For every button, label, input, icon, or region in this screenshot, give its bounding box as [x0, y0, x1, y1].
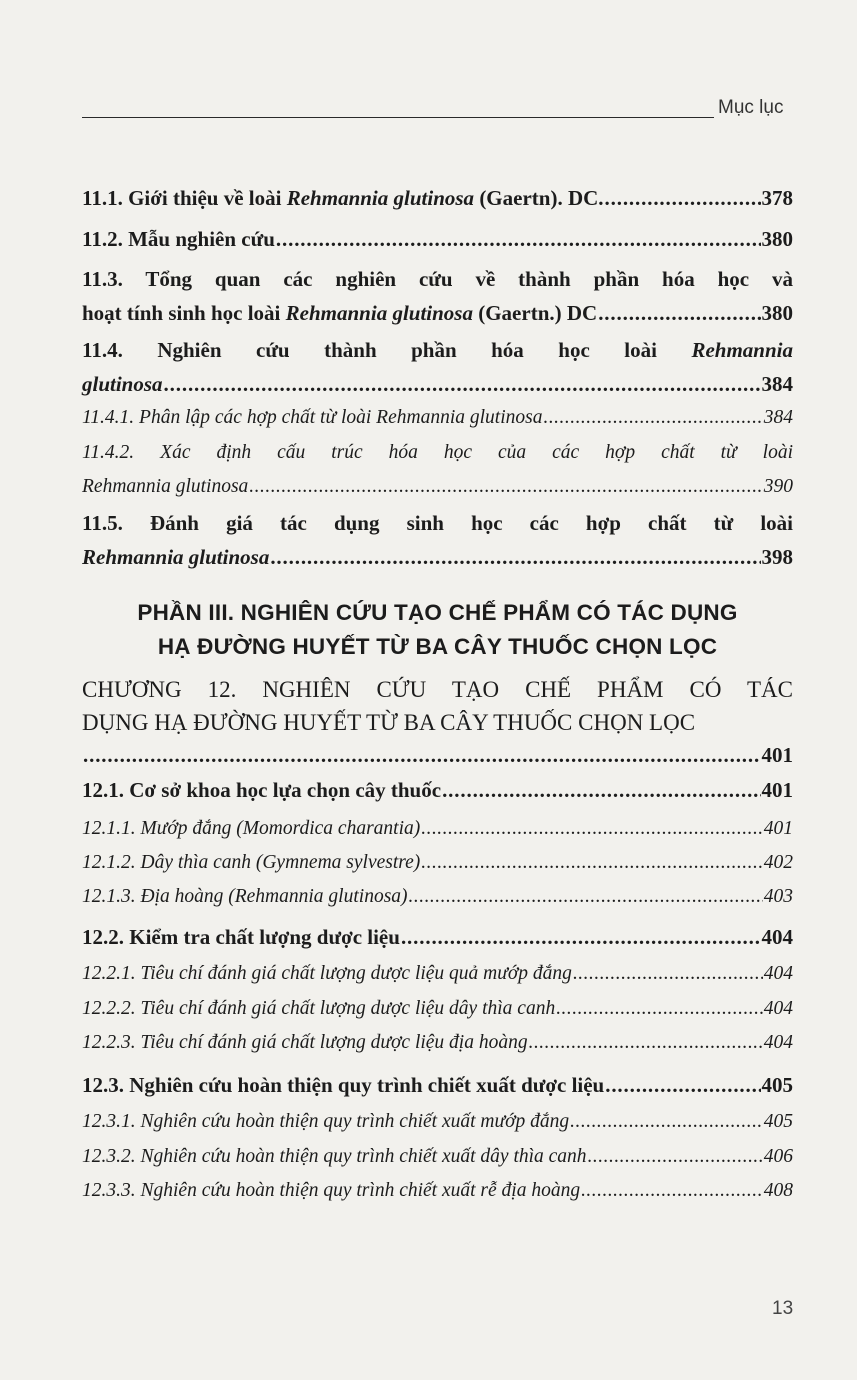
toc-page-number: 408 — [763, 1180, 793, 1201]
toc-text: 12.1.1. Mướp đắng (Momordica charantia) — [82, 818, 421, 839]
toc-text: 12.2.1. Tiêu chí đánh giá chất lượng dược liệu quả mướp đắng — [82, 963, 572, 984]
leader-dots — [573, 957, 763, 991]
toc-page-number: 380 — [761, 301, 793, 325]
leader-dots — [83, 739, 761, 772]
toc-entry-11-4-2[interactable] — [82, 436, 793, 504]
toc-entry-11-4-1[interactable] — [82, 401, 793, 435]
toc-text-tail: (Gaertn.) DC — [472, 301, 598, 325]
toc-entry-11-1[interactable] — [82, 181, 793, 215]
toc-text: 12.2. Kiểm tra chất lượng dược liệu — [82, 925, 400, 949]
toc-text-line1: 11.4.2. Xác định cấu trúc hóa học của các hợp chất từ loài — [82, 442, 793, 463]
toc-page-number: 401 — [761, 743, 793, 767]
toc-page-number: 405 — [763, 1111, 793, 1132]
toc-page-number: 403 — [763, 886, 793, 907]
toc-page-number: 401 — [763, 818, 793, 839]
toc-page-number: 402 — [763, 852, 793, 873]
leader-dots — [581, 1174, 763, 1208]
toc-page-number: 384 — [763, 407, 793, 428]
leader-dots — [442, 773, 760, 807]
toc-text: 12.2.2. Tiêu chí đánh giá chất lượng dược liệu dây thìa canh — [82, 998, 556, 1019]
toc-entry-12-2-3[interactable] — [82, 1026, 793, 1060]
toc-text: 11.1. Giới thiệu về loài — [82, 186, 287, 210]
toc-text: 11.2. Mẫu nghiên cứu — [82, 227, 275, 251]
toc-page-number: 404 — [763, 963, 793, 984]
leader-dots — [421, 846, 762, 880]
leader-dots — [529, 1026, 763, 1060]
toc-text: 12.2.3. Tiêu chí đánh giá chất lượng dược liệu địa hoàng — [82, 1032, 528, 1053]
leader-dots — [249, 470, 762, 504]
toc-text-line1: 11.5. Đánh giá tác dụng sinh học các hợp chất từ loài — [82, 511, 793, 535]
toc-entry-12-1-1[interactable] — [82, 812, 793, 846]
leader-dots — [543, 401, 762, 435]
toc-species: Rehmannia glutinosa — [82, 545, 270, 569]
chapter-title-line1: CHƯƠNG 12. NGHIÊN CỨU TẠO CHẾ PHẨM CÓ TÁC — [82, 677, 793, 702]
toc-entry-12-3-2[interactable] — [82, 1140, 793, 1174]
toc-text: 12.3.1. Nghiên cứu hoàn thiện quy trình chiết xuất mướp đắng — [82, 1111, 570, 1132]
leader-dots — [401, 920, 761, 954]
toc-text: Rehmannia glutinosa — [82, 476, 249, 497]
toc-text: 11.4.1. Phân lập các hợp chất từ loài Rehmannia glutinosa — [82, 407, 543, 428]
toc-text: 12.1. Cơ sở khoa học lựa chọn cây thuốc — [82, 778, 442, 802]
chapter-title-line2: DỤNG HẠ ĐƯỜNG HUYẾT TỪ BA CÂY THUỐC CHỌN LỌC — [82, 710, 696, 735]
toc-page-number: 398 — [761, 545, 793, 569]
toc-page-number: 380 — [761, 227, 793, 251]
toc-entry-12-3-3[interactable] — [82, 1174, 793, 1208]
part-title-line1: PHẦN III. NGHIÊN CỨU TẠO CHẾ PHẨM CÓ TÁC DỤNG — [137, 600, 738, 625]
leader-dots — [588, 1140, 763, 1174]
page-number: 13 — [772, 1298, 794, 1319]
toc-species: Rehmannia glutinosa — [285, 301, 473, 325]
leader-dots — [270, 540, 760, 574]
toc-text-tail: (Gaertn). DC. — [474, 186, 604, 210]
leader-dots — [605, 1068, 760, 1102]
toc-page-number: 384 — [761, 372, 793, 396]
toc-entry-11-5[interactable] — [82, 506, 793, 574]
part-title-line2: HẠ ĐƯỜNG HUYẾT TỪ BA CÂY THUỐC CHỌN LỌC — [157, 634, 718, 659]
toc-text: 12.3.3. Nghiên cứu hoàn thiện quy trình chiết xuất rễ địa hoàng — [82, 1180, 581, 1201]
toc-text: 12.3.2. Nghiên cứu hoàn thiện quy trình chiết xuất dây thìa canh — [82, 1146, 587, 1167]
toc-entry-12-2-1[interactable] — [82, 957, 793, 991]
leader-dots — [570, 1105, 763, 1139]
leader-dots — [421, 812, 763, 846]
toc-page-number: 404 — [761, 925, 793, 949]
toc-text: 12.1.2. Dây thìa canh (Gymnema sylvestre) — [82, 852, 421, 873]
toc-text-line1: 11.4. Nghiên cứu thành phần hóa học loài — [82, 338, 692, 362]
toc-page-number: 405 — [761, 1073, 793, 1097]
leader-dots — [605, 181, 761, 215]
toc-page-number: 401 — [761, 778, 793, 802]
toc-entry-12-3-1[interactable] — [82, 1105, 793, 1139]
toc-entry-12-3[interactable] — [82, 1068, 793, 1102]
toc-page-number: 406 — [763, 1146, 793, 1167]
toc-page-number: 404 — [763, 998, 793, 1019]
toc-entry-11-2[interactable] — [82, 222, 793, 256]
toc-entry-12-1[interactable] — [82, 773, 793, 807]
toc-chapter-12[interactable] — [82, 673, 793, 772]
toc-page-number: 404 — [763, 1032, 793, 1053]
toc-text: 12.1.3. Địa hoàng (Rehmannia glutinosa) — [82, 886, 408, 907]
toc-entry-11-4[interactable] — [82, 333, 793, 401]
toc-page-number: 378 — [761, 186, 793, 210]
toc-entry-11-3[interactable] — [82, 262, 793, 330]
leader-dots — [598, 296, 760, 330]
toc-species: glutinosa — [82, 372, 163, 396]
toc-entry-12-1-2[interactable] — [82, 846, 793, 880]
leader-dots — [164, 367, 761, 401]
leader-dots — [276, 222, 761, 256]
toc-entry-12-2[interactable] — [82, 920, 793, 954]
toc-species-part: Rehmannia — [691, 338, 793, 362]
leader-dots — [556, 992, 763, 1026]
toc-text: 12.3. Nghiên cứu hoàn thiện quy trình chiết xuất dược liệu — [82, 1073, 605, 1097]
toc-species: Rehmannia glutinosa — [286, 186, 475, 210]
toc-entry-12-1-3[interactable] — [82, 880, 793, 914]
header-rule — [82, 117, 714, 118]
toc-text-line1: 11.3. Tổng quan các nghiên cứu về thành phần hóa học và — [82, 267, 793, 291]
toc-entry-12-2-2[interactable] — [82, 992, 793, 1026]
toc-page-number: 390 — [763, 476, 793, 497]
running-header-title: Mục lục — [718, 97, 784, 118]
leader-dots — [409, 880, 763, 914]
toc-text: hoạt tính sinh học loài — [82, 301, 286, 325]
